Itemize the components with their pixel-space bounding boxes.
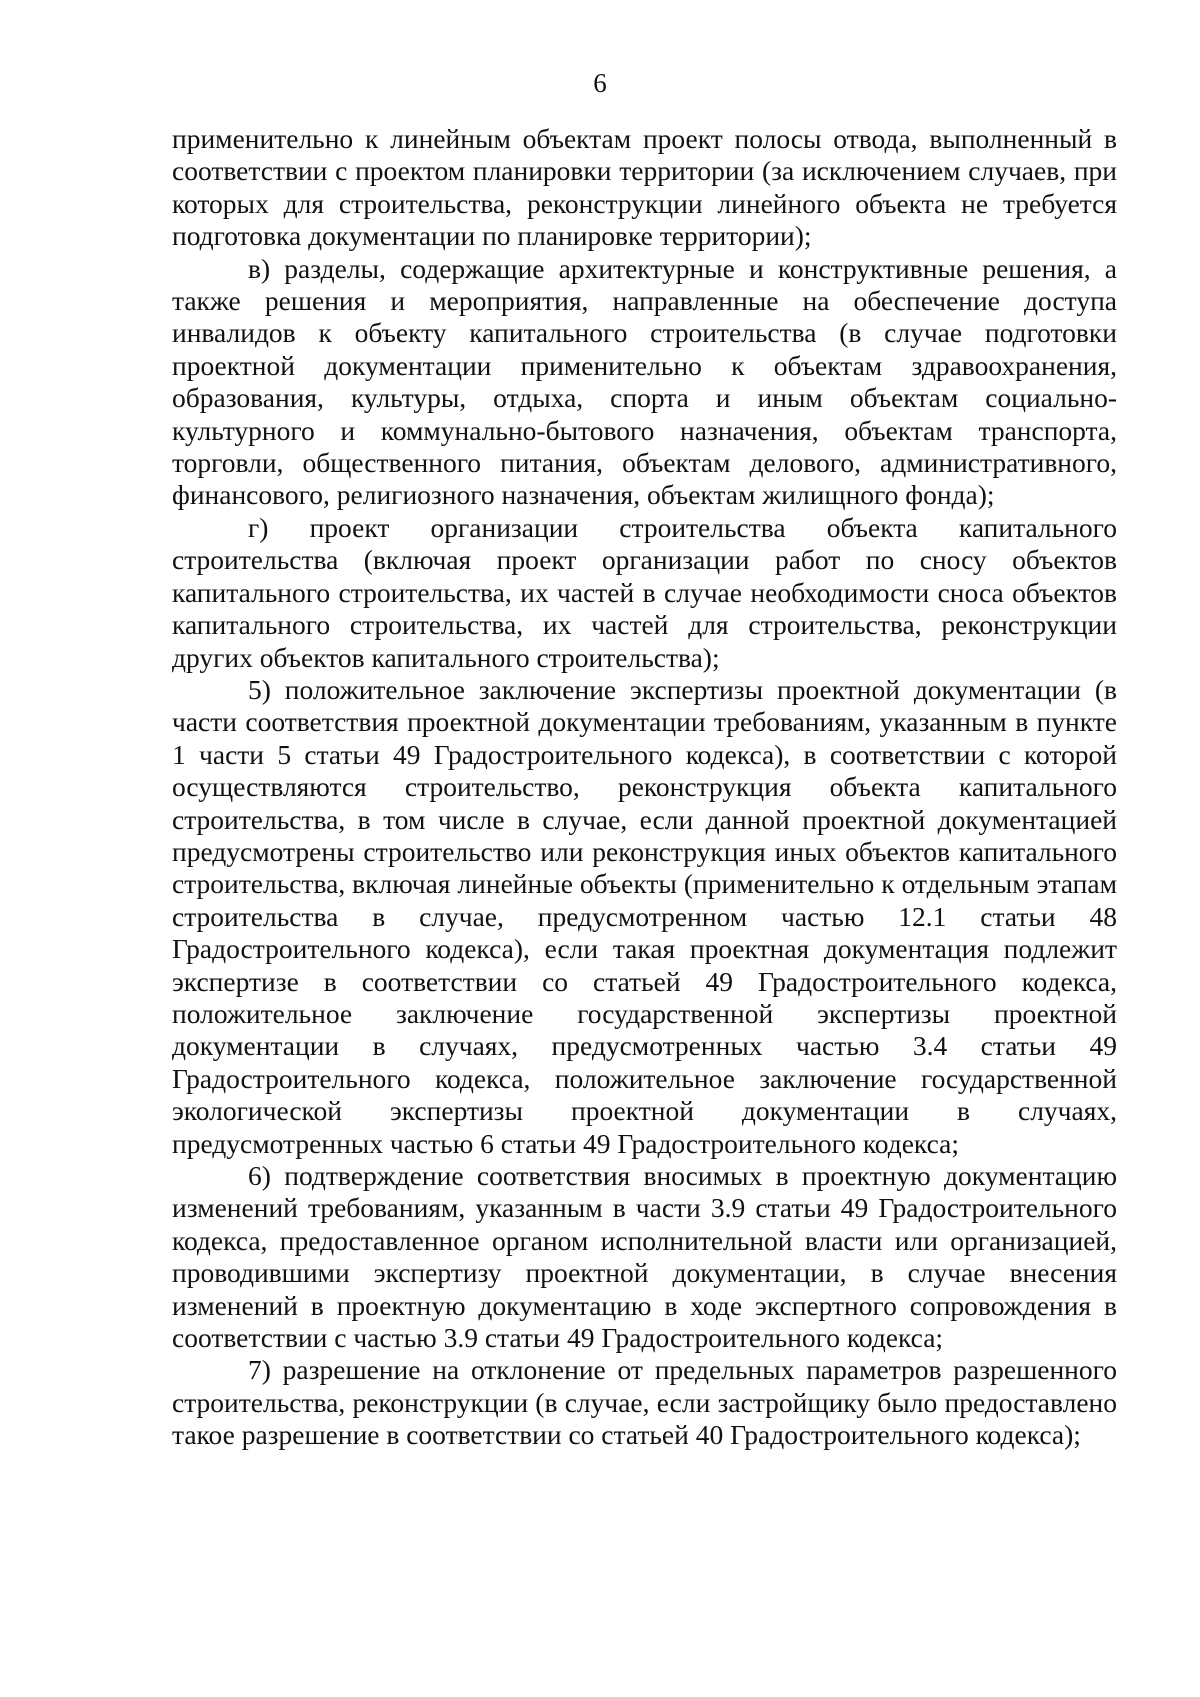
- page-number: 6: [593, 68, 607, 98]
- paragraph-item-v: в) разделы, содержащие архитектурные и конструктивные решения, а также решения и мероприятия, направленные на обеспечение доступа инвалидов к объекту капитального строительства (в случае подготовки проектной документации применительно к объектам здравоохранения, образования, культуры, отдыха, спорта и иным объектам социально-культурного и коммунально-бытового назначения, объектам транспорта, торговли, общественного питания, объектам делового, административного, финансового, религиозного назначения, объектам жилищного фонда);: [172, 252, 1117, 511]
- document-body: [172, 123, 1117, 1452]
- paragraph-item-6: 6) подтверждение соответствия вносимых в проектную документацию изменений требованиям, указанным в части 3.9 статьи 49 Градостроительного кодекса, предоставленное органом исполнительной власти или организацией, проводившими экспертизу проектной документации, в случае внесения изменений в проектную документацию в ходе экспертного сопровождения в соответствии с частью 3.9 статьи 49 Градостроительного кодекса;: [172, 1160, 1117, 1354]
- paragraph-item-g: г) проект организации строительства объекта капитального строительства (включая проект организации работ по сносу объектов капитального строительства, их частей в случае необходимости сноса объектов капитального строительства, их частей для строительства, реконструкции других объектов капитального строительства);: [172, 511, 1117, 673]
- paragraph-item-5: 5) положительное заключение экспертизы проектной документации (в части соответствия проектной документации требованиям, указанным в пункте 1 части 5 статьи 49 Градостроительного кодекса), в соответствии с которой осуществляются строительство, реконструкция объекта капитального строительства, в том числе в случае, если данной проектной документацией предусмотрены строительство или реконструкция иных объектов капитального строительства, включая линейные объекты (применительно к отдельным этапам строительства в случае, предусмотренном частью 12.1 статьи 48 Градостроительного кодекса), если такая проектная документация подлежит экспертизе в соответствии со статьей 49 Градостроительного кодекса, положительное заключение государственной экспертизы проектной документации в случаях, предусмотренных частью 3.4 статьи 49 Градостроительного кодекса, положительное заключение государственной экологической экспертизы проектной документации в случаях, предусмотренных частью 6 статьи 49 Градостроительного кодекса;: [172, 673, 1117, 1159]
- paragraph-continuation: применительно к линейным объектам проект полосы отвода, выполненный в соответствии с проектом планировки территории (за исключением случаев, при которых для строительства, реконструкции линейного объекта не требуется подготовка документации по планировке территории);: [172, 123, 1117, 252]
- paragraph-item-7: 7) разрешение на отклонение от предельных параметров разрешенного строительства, реконструкции (в случае, если застройщику было предоставлено такое разрешение в соответствии со статьей 40 Градостроительного кодекса);: [172, 1354, 1117, 1451]
